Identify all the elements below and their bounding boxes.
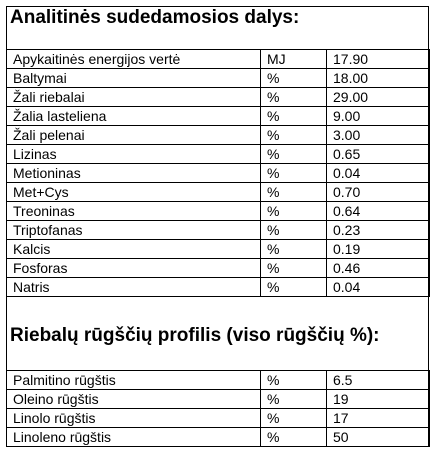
- unit-cell: %: [261, 69, 327, 88]
- table-row: [7, 278, 430, 297]
- fatty-acid-profile-body: [7, 371, 430, 447]
- nutrient-name-cell: Oleino rūgštis: [7, 390, 261, 409]
- nutrient-name-cell: Žali riebalai: [7, 88, 261, 107]
- value-cell: 0.64: [327, 202, 430, 221]
- table-row: [7, 428, 430, 447]
- value-cell: 0.70: [327, 183, 430, 202]
- value-cell: 17: [327, 409, 430, 428]
- value-cell: 17.90: [327, 50, 430, 69]
- nutrient-name-cell: Apykaitinės energijos vertė: [7, 50, 261, 69]
- unit-cell: %: [261, 164, 327, 183]
- table-row: [7, 371, 430, 390]
- analytical-constituents-table: [6, 49, 430, 297]
- nutrient-name-cell: Žali pelenai: [7, 126, 261, 145]
- unit-cell: %: [261, 259, 327, 278]
- unit-cell: %: [261, 202, 327, 221]
- analytical-constituents-body: [7, 50, 430, 297]
- table-row: [7, 69, 430, 88]
- table-row: [7, 126, 430, 145]
- nutrient-name-cell: Treoninas: [7, 202, 261, 221]
- analytical-constituents-heading: Analitinės sudedamosios dalys:: [10, 7, 300, 28]
- nutrient-name-cell: Kalcis: [7, 240, 261, 259]
- table-row: [7, 88, 430, 107]
- value-cell: 29.00: [327, 88, 430, 107]
- value-cell: 0.04: [327, 164, 430, 183]
- value-cell: 0.04: [327, 278, 430, 297]
- nutrient-name-cell: Fosforas: [7, 259, 261, 278]
- unit-cell: %: [261, 107, 327, 126]
- nutrient-name-cell: Baltymai: [7, 69, 261, 88]
- fatty-acid-profile-heading: Riebalų rūgščių profilis (viso rūgščių %):: [10, 325, 380, 346]
- table-row: [7, 221, 430, 240]
- unit-cell: %: [261, 221, 327, 240]
- table-row: [7, 409, 430, 428]
- unit-cell: %: [261, 428, 327, 447]
- nutrient-name-cell: Žalia lasteliena: [7, 107, 261, 126]
- unit-cell: %: [261, 409, 327, 428]
- nutrient-name-cell: Metioninas: [7, 164, 261, 183]
- unit-cell: %: [261, 126, 327, 145]
- value-cell: 0.65: [327, 145, 430, 164]
- table-row: [7, 390, 430, 409]
- value-cell: 3.00: [327, 126, 430, 145]
- table-row: [7, 145, 430, 164]
- value-cell: 9.00: [327, 107, 430, 126]
- unit-cell: %: [261, 240, 327, 259]
- value-cell: 50: [327, 428, 430, 447]
- unit-cell: MJ: [261, 50, 327, 69]
- value-cell: 0.23: [327, 221, 430, 240]
- value-cell: 0.46: [327, 259, 430, 278]
- nutrient-name-cell: Natris: [7, 278, 261, 297]
- nutrient-name-cell: Palmitino rūgštis: [7, 371, 261, 390]
- table-row: [7, 202, 430, 221]
- nutrient-name-cell: Linoleno rūgštis: [7, 428, 261, 447]
- unit-cell: %: [261, 88, 327, 107]
- unit-cell: %: [261, 371, 327, 390]
- nutrient-name-cell: Met+Cys: [7, 183, 261, 202]
- table-row: [7, 240, 430, 259]
- unit-cell: %: [261, 183, 327, 202]
- nutrient-name-cell: Triptofanas: [7, 221, 261, 240]
- unit-cell: %: [261, 278, 327, 297]
- table-row: [7, 183, 430, 202]
- unit-cell: %: [261, 145, 327, 164]
- value-cell: 18.00: [327, 69, 430, 88]
- table-row: [7, 164, 430, 183]
- value-cell: 19: [327, 390, 430, 409]
- table-row: [7, 50, 430, 69]
- table-row: [7, 107, 430, 126]
- value-cell: 0.19: [327, 240, 430, 259]
- fatty-acid-profile-table: [6, 370, 430, 447]
- nutrient-name-cell: Linolo rūgštis: [7, 409, 261, 428]
- unit-cell: %: [261, 390, 327, 409]
- value-cell: 6.5: [327, 371, 430, 390]
- table-row: [7, 259, 430, 278]
- nutrient-name-cell: Lizinas: [7, 145, 261, 164]
